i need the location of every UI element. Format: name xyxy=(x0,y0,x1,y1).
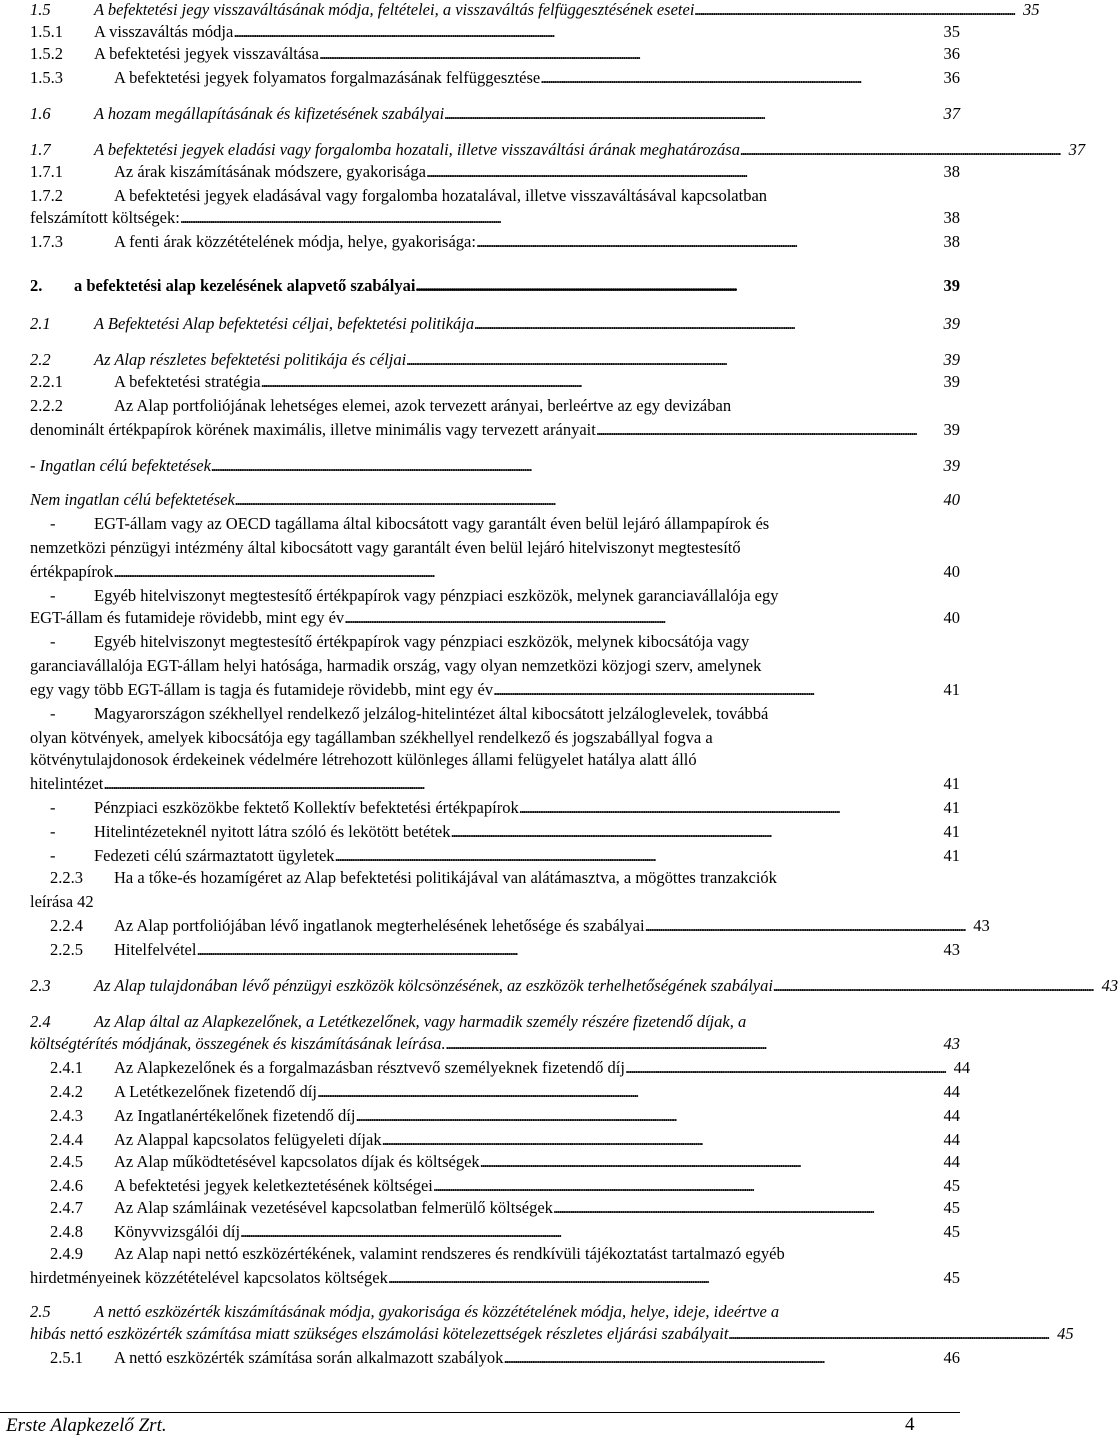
toc-entry-line[interactable] xyxy=(30,586,779,605)
toc-page-number: 45 xyxy=(943,1198,960,1217)
toc-page-number: 37 xyxy=(943,104,960,123)
toc-title: Pénzpiaci eszközökbe fektető Kollektív befektetési értékpapírok xyxy=(94,798,519,817)
toc-page-number: 36 xyxy=(943,44,960,63)
toc-title: - Ingatlan célú befektetések xyxy=(30,456,211,475)
toc-number: 2.4.7 xyxy=(50,1198,83,1217)
toc-title: a befektetési alap kezelésének alapvető szabályai xyxy=(74,276,416,295)
toc-title-cont: kötvénytulajdonosok érdekeinek védelmére létrehozott különleges állami felügyelet hatálya alatt álló xyxy=(30,750,697,769)
toc-entry-continuation[interactable] xyxy=(30,1268,960,1287)
toc-page-number: 45 xyxy=(943,1222,960,1241)
toc-entry-line[interactable] xyxy=(30,514,769,533)
toc-page-number: 44 xyxy=(953,1058,971,1077)
toc-leader xyxy=(180,208,934,227)
toc-entry[interactable] xyxy=(30,1130,960,1149)
toc-leader xyxy=(728,1324,1047,1343)
toc-number: 2.4 xyxy=(30,1012,51,1031)
toc-entry[interactable] xyxy=(30,1176,960,1195)
toc-number: 2. xyxy=(30,276,43,295)
toc-entry[interactable] xyxy=(30,22,960,41)
toc-leader xyxy=(382,1130,934,1149)
toc-title: A befektetési jegyek eladási vagy forgalomba hozatali, illetve visszaváltási árának meghatározása xyxy=(94,140,740,159)
toc-page-number: 45 xyxy=(1057,1324,1074,1343)
toc-page-number: 38 xyxy=(943,208,960,227)
toc-page-number: 41 xyxy=(943,798,960,817)
toc-number: 1.7.3 xyxy=(30,232,63,251)
toc-number: 2.1 xyxy=(30,314,51,333)
toc-page-number: 40 xyxy=(943,562,960,581)
toc-leader xyxy=(319,44,934,63)
toc-page-number: 36 xyxy=(943,68,960,87)
toc-title-cont: hirdetményeinek közzétételével kapcsolatos költségek xyxy=(30,1268,388,1287)
toc-title: Magyarországon székhellyel rendelkező jelzálog-hitelintézet által kibocsátott jelzáloglevelek, továbbá xyxy=(94,704,769,723)
toc-title-cont: hitelintézet xyxy=(30,774,104,793)
toc-page-number: 39 xyxy=(943,350,960,369)
toc-page-number: 38 xyxy=(943,162,960,181)
toc-leader xyxy=(211,456,934,475)
toc-bullet: - xyxy=(50,704,56,723)
toc-leader xyxy=(433,1176,934,1195)
toc-page-number: 35 xyxy=(943,22,960,41)
toc-number: 2.4.5 xyxy=(50,1152,83,1171)
toc-title: A fenti árak közzétételének módja, helye, gyakorisága: xyxy=(114,232,476,251)
toc-entry[interactable] xyxy=(30,1082,960,1101)
toc-entry-line[interactable] xyxy=(30,1012,746,1031)
toc-leader xyxy=(235,490,934,509)
toc-leader xyxy=(450,822,934,841)
toc-title: Nem ingatlan célú befektetések xyxy=(30,490,235,509)
toc-leader xyxy=(355,1106,934,1125)
toc-title: A visszaváltás módja xyxy=(94,22,234,41)
toc-entry-continuation[interactable] xyxy=(30,774,960,793)
toc-number: 2.3 xyxy=(30,976,51,995)
toc-number: 1.5 xyxy=(30,0,51,19)
toc-entry[interactable] xyxy=(30,456,960,475)
toc-entry[interactable] xyxy=(30,1348,960,1367)
toc-title: Hitelintézeteknél nyitott látra szóló és lekötött betétek xyxy=(94,822,451,841)
toc-entry[interactable] xyxy=(30,822,960,841)
toc-title: EGT-állam vagy az OECD tagállama által kibocsátott vagy garantált éven belül lejáró állampapírok és xyxy=(94,514,770,533)
toc-leader xyxy=(261,372,934,391)
toc-page-number: 43 xyxy=(973,916,990,935)
toc-number: 2.4.4 xyxy=(50,1130,83,1149)
toc-title-cont: egy vagy több EGT-állam is tagja és futamideje rövidebb, mint egy év xyxy=(30,680,494,699)
toc-bullet: - xyxy=(50,514,56,533)
toc-title: A befektetési jegyek visszaváltása xyxy=(94,44,319,63)
toc-page-number: 45 xyxy=(943,1268,960,1287)
toc-title: Egyéb hitelviszonyt megtestesítő értékpapírok vagy pénzpiaci eszközök, melynek garanciavállalója egy xyxy=(94,586,779,605)
toc-page-number: 44 xyxy=(943,1130,960,1149)
toc-leader xyxy=(113,562,934,581)
toc-page-number: 41 xyxy=(943,774,960,793)
toc-leader xyxy=(196,940,934,959)
toc-entry[interactable] xyxy=(30,798,960,817)
toc-number: 2.4.9 xyxy=(50,1244,83,1263)
toc-bullet: - xyxy=(50,846,56,865)
toc-number: 2.2.1 xyxy=(30,372,63,391)
toc-page-number: 41 xyxy=(943,680,960,699)
toc-page-number: 46 xyxy=(943,1348,960,1367)
toc-page-number: 44 xyxy=(943,1082,960,1101)
toc-entry-continuation[interactable] xyxy=(30,608,960,627)
toc-leader xyxy=(317,1082,934,1101)
toc-title: Az Alap által az Alapkezelőnek, a Letétkezelőnek, vagy harmadik személy részére fizetendő díjak, a xyxy=(94,1012,747,1031)
toc-entry-line[interactable] xyxy=(30,1244,785,1263)
toc-entry-line[interactable] xyxy=(30,396,731,415)
toc-number: 2.4.8 xyxy=(50,1222,83,1241)
toc-title-cont: EGT-állam és futamideje rövidebb, mint egy év xyxy=(30,608,345,627)
toc-number: 2.4.1 xyxy=(50,1058,83,1077)
toc-title: A befektetési jegy visszaváltásának módja, feltételei, a visszaváltás felfüggesztésének esetei xyxy=(94,0,695,19)
toc-leader xyxy=(740,140,1059,159)
toc-leader xyxy=(625,1058,944,1077)
toc-page-number: 35 xyxy=(1023,0,1040,19)
toc-leader xyxy=(519,798,934,817)
toc-title-cont: nemzetközi pénzügyi intézmény által kibocsátott vagy garantált éven belül lejáró hitelviszonyt megtestesítő xyxy=(30,538,741,557)
toc-page-number: 39 xyxy=(943,456,960,475)
toc-entry[interactable] xyxy=(30,350,960,369)
toc-entry-continuation[interactable] xyxy=(30,538,741,557)
toc-number: 2.2 xyxy=(30,350,51,369)
toc-entry[interactable] xyxy=(30,104,960,123)
toc-number: 1.7.2 xyxy=(30,186,63,205)
toc-page-number: 40 xyxy=(943,490,960,509)
toc-title-cont: értékpapírok xyxy=(30,562,114,581)
toc-entry[interactable] xyxy=(30,140,1086,159)
toc-title-cont: hibás nettó eszközérték számítása miatt szükséges elszámolási kötelezettségek részletes eljárási szabályait xyxy=(30,1324,729,1343)
toc-entry[interactable] xyxy=(30,1152,960,1171)
toc-leader xyxy=(474,314,934,333)
toc-leader xyxy=(240,1222,934,1241)
toc-leader xyxy=(415,276,934,295)
toc-title: A Befektetési Alap befektetési céljai, befektetési politikája xyxy=(94,314,475,333)
toc-page-number: 39 xyxy=(943,372,960,391)
toc-title: Egyéb hitelviszonyt megtestesítő értékpapírok vagy pénzpiaci eszközök, melynek kibocsátója vagy xyxy=(94,632,750,651)
toc-leader xyxy=(480,1152,934,1171)
toc-leader xyxy=(553,1198,934,1217)
footer-divider xyxy=(0,1412,960,1413)
toc-title-cont: garanciavállalója EGT-állam helyi hatósága, harmadik ország, vagy olyan nemzetközi közjogi szerv, amelynek xyxy=(30,656,762,675)
toc-bullet: - xyxy=(50,632,56,651)
toc-title: Fedezeti célú származtatott ügyletek xyxy=(94,846,335,865)
toc-entry-continuation[interactable] xyxy=(30,420,960,439)
toc-entry-line[interactable] xyxy=(30,1302,779,1321)
toc-entry[interactable] xyxy=(30,232,960,251)
toc-number: 1.6 xyxy=(30,104,51,123)
toc-entry[interactable] xyxy=(30,314,960,333)
toc-entry-continuation[interactable] xyxy=(30,728,713,747)
toc-entry[interactable] xyxy=(30,490,960,509)
toc-leader xyxy=(476,232,934,251)
toc-entry[interactable] xyxy=(30,372,960,391)
toc-page-number: 41 xyxy=(943,822,960,841)
toc-leader xyxy=(388,1268,934,1287)
toc-entry-continuation[interactable] xyxy=(30,680,960,699)
toc-page-number: 39 xyxy=(943,420,960,439)
toc-number: 2.5.1 xyxy=(50,1348,83,1367)
toc-entry-continuation[interactable] xyxy=(30,1034,960,1053)
toc-number: 2.4.6 xyxy=(50,1176,83,1195)
toc-title: Az Alapkezelőnek és a forgalmazásban résztvevő személyeknek fizetendő díj xyxy=(114,1058,625,1077)
toc-entry-line[interactable] xyxy=(30,868,777,887)
toc-entry-continuation[interactable] xyxy=(30,750,697,769)
toc-number: 2.2.4 xyxy=(50,916,83,935)
toc-title: Az Alap számláinak vezetésével kapcsolatban felmerülő költségek xyxy=(114,1198,553,1217)
toc-leader xyxy=(540,68,934,87)
toc-title: Hitelfelvétel xyxy=(114,940,197,959)
toc-title: Az Alap portfoliójában lévő ingatlanok megterhelésének lehetősége és szabályai xyxy=(114,916,645,935)
toc-leader xyxy=(493,680,934,699)
toc-number: 2.2.5 xyxy=(50,940,83,959)
toc-leader xyxy=(344,608,934,627)
toc-number: 2.5 xyxy=(30,1302,51,1321)
toc-entry[interactable] xyxy=(30,1106,960,1125)
toc-entry-continuation[interactable] xyxy=(30,1324,1074,1343)
toc-title: Az Alap működtetésével kapcsolatos díjak és költségek xyxy=(114,1152,480,1171)
toc-leader xyxy=(335,846,934,865)
toc-title: A nettó eszközérték számítása során alkalmazott szabályok xyxy=(114,1348,504,1367)
toc-title: A hozam megállapításának és kifizetésének szabályai xyxy=(94,104,445,123)
toc-bullet: - xyxy=(50,798,56,817)
toc-leader xyxy=(446,1034,934,1053)
toc-title: Könyvvizsgálói díj xyxy=(114,1222,241,1241)
toc-leader xyxy=(596,420,934,439)
toc-number: 1.5.2 xyxy=(30,44,63,63)
toc-bullet: - xyxy=(50,822,56,841)
toc-page-number: 43 xyxy=(1101,976,1118,995)
toc-title-cont: denominált értékpapírok körének maximális, illetve minimális vagy tervezett arányait xyxy=(30,420,596,439)
toc-title: A nettó eszközérték kiszámításának módja, gyakorisága és közzétételének módja, helye, ideje, ideértve a xyxy=(94,1302,780,1321)
toc-entry[interactable] xyxy=(30,916,990,935)
toc-page-number: 39 xyxy=(943,276,960,295)
toc-title-cont: felszámított költségek: xyxy=(30,208,180,227)
toc-entry[interactable] xyxy=(30,44,960,63)
toc-page-number: 43 xyxy=(943,940,960,959)
footer-page-number: 4 xyxy=(905,1414,915,1435)
toc-page-number: 37 xyxy=(1068,140,1086,159)
toc-title: Az Alap tulajdonában lévő pénzügyi eszközök kölcsönzésének, az eszközök terhelhetőségének szabályai xyxy=(94,976,773,995)
toc-entry-line[interactable] xyxy=(30,632,749,651)
toc-entry[interactable] xyxy=(30,276,960,295)
toc-page-number: 38 xyxy=(943,232,960,251)
toc-entry[interactable] xyxy=(30,0,1040,19)
toc-page-number: 43 xyxy=(943,1034,960,1053)
toc-title: Az Alap részletes befektetési politikája és céljai xyxy=(94,350,407,369)
toc-leader xyxy=(426,162,934,181)
toc-title: Az Alappal kapcsolatos felügyeleti díjak xyxy=(114,1130,382,1149)
toc-entry[interactable] xyxy=(30,846,960,865)
toc-number: 1.7 xyxy=(30,140,51,159)
toc-number: 2.4.3 xyxy=(50,1106,83,1125)
toc-title: Az Ingatlanértékelőnek fizetendő díj xyxy=(114,1106,356,1125)
toc-number: 1.5.3 xyxy=(30,68,63,87)
toc-title-cont: leírása 42 xyxy=(30,892,94,911)
toc-number: 2.2.3 xyxy=(50,868,83,887)
toc-entry-continuation[interactable] xyxy=(30,208,960,227)
toc-entry-continuation[interactable] xyxy=(30,656,761,675)
toc-bullet: - xyxy=(50,586,56,605)
toc-leader xyxy=(103,774,934,793)
toc-title-cont: költségtérítés módjának, összegének és kiszámításának leírása. xyxy=(30,1034,446,1053)
toc-entry[interactable] xyxy=(30,1222,960,1241)
toc-page-number: 44 xyxy=(943,1106,960,1125)
footer-company-name: Erste Alapkezelő Zrt. xyxy=(6,1415,167,1436)
toc-leader xyxy=(645,916,964,935)
toc-number: 1.7.1 xyxy=(30,162,63,181)
toc-number: 2.2.2 xyxy=(30,396,63,415)
toc-entry-line[interactable] xyxy=(30,186,767,205)
toc-page-number: 40 xyxy=(943,608,960,627)
toc-title-cont: olyan kötvények, amelyek kibocsátója egy tagállamban székhellyel rendelkező és jogszabállyal fogva a xyxy=(30,728,713,747)
toc-number: 1.5.1 xyxy=(30,22,63,41)
toc-leader xyxy=(694,0,1013,19)
toc-page-number: 39 xyxy=(943,314,960,333)
toc-entry-continuation[interactable] xyxy=(30,562,960,581)
toc-title: A befektetési jegyek folyamatos forgalmazásának felfüggesztése xyxy=(114,68,541,87)
toc-leader xyxy=(233,22,934,41)
toc-title: A befektetési jegyek keletkeztetésének költségei xyxy=(114,1176,433,1195)
toc-entry[interactable] xyxy=(30,940,960,959)
toc-entry[interactable] xyxy=(30,1058,971,1077)
toc-leader xyxy=(503,1348,934,1367)
toc-leader xyxy=(406,350,934,369)
toc-entry[interactable] xyxy=(30,162,960,181)
toc-title: Ha a tőke-és hozamígéret az Alap befektetési politikájával van alátámasztva, a mögöttes tranzakciók xyxy=(114,868,777,887)
toc-entry-line[interactable] xyxy=(30,704,768,723)
toc-leader xyxy=(444,104,934,123)
toc-title: Az Alap napi nettó eszközértékének, valamint rendszeres és rendkívüli tájékoztatást tartalmazó egyéb xyxy=(114,1244,785,1263)
toc-page-number: 45 xyxy=(943,1176,960,1195)
toc-title: A befektetési jegyek eladásával vagy forgalomba hozatalával, illetve visszaváltásával kapcsolatban xyxy=(114,186,768,205)
toc-leader xyxy=(773,976,1092,995)
toc-title: A Letétkezelőnek fizetendő díj xyxy=(114,1082,317,1101)
toc-entry[interactable] xyxy=(30,976,1118,995)
toc-number: 2.4.2 xyxy=(50,1082,83,1101)
toc-entry[interactable] xyxy=(30,68,960,87)
toc-entry[interactable] xyxy=(30,1198,960,1217)
toc-title: Az árak kiszámításának módszere, gyakorisága xyxy=(114,162,426,181)
toc-page-number: 41 xyxy=(943,846,960,865)
toc-title: A befektetési stratégia xyxy=(114,372,261,391)
toc-entry-continuation[interactable] xyxy=(30,892,94,911)
toc-title: Az Alap portfoliójának lehetséges elemei, azok tervezett arányai, berleértve az egy devizában xyxy=(114,396,732,415)
toc-page-number: 44 xyxy=(943,1152,960,1171)
